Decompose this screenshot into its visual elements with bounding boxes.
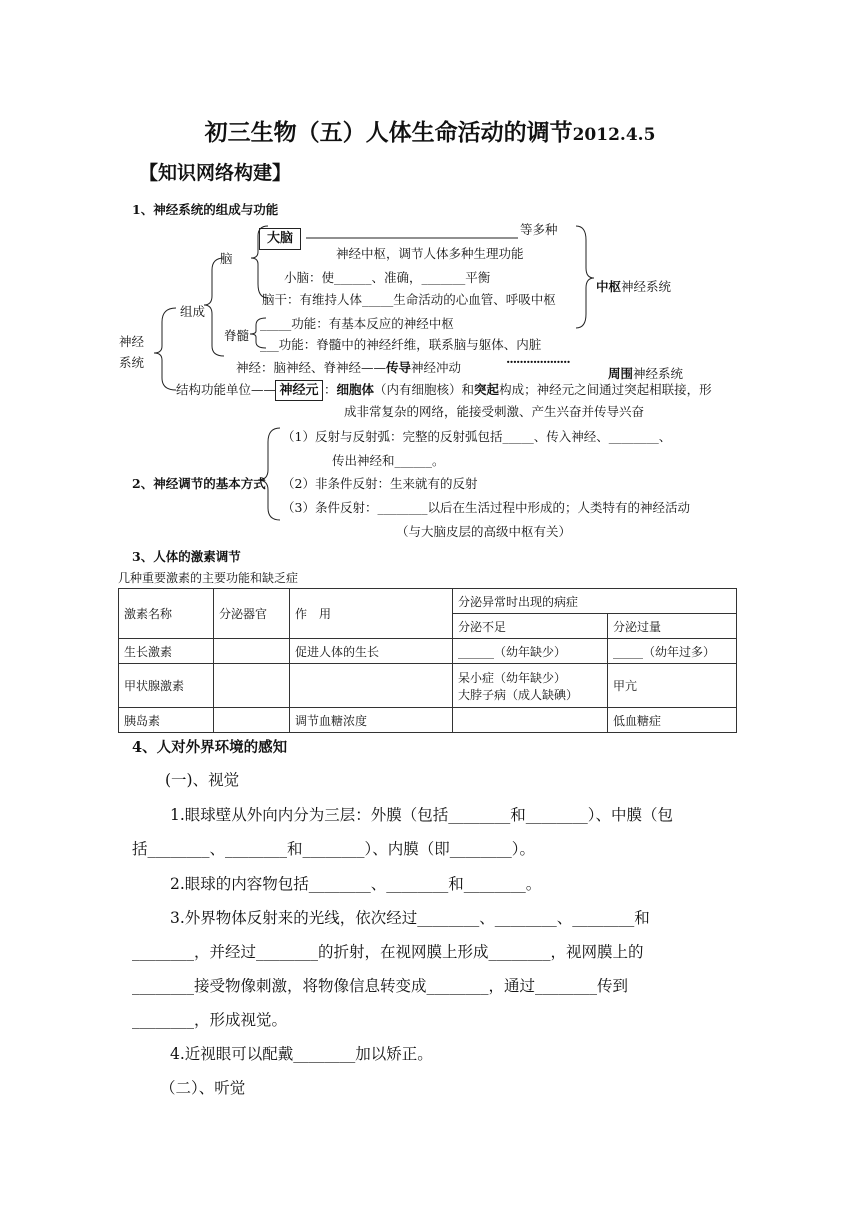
dotted-line: ··················· [506, 354, 570, 369]
cell-excess: 低血糖症 [608, 708, 737, 733]
table-row [119, 708, 737, 733]
s2-item3b: （与大脑皮层的高级中枢有关） [396, 524, 572, 539]
table-header-row [119, 589, 737, 614]
cell-organ [214, 664, 290, 708]
brain-box: 大脑 [259, 228, 301, 250]
cell-func [290, 664, 453, 708]
th-deficit: 分泌不足 [453, 614, 608, 639]
brace-nervous-system [154, 308, 176, 390]
central-tail: 神经系统 [621, 279, 672, 294]
s2-heading: 2、神经调节的基本方式 [132, 476, 266, 491]
cell-name: 甲状腺激素 [119, 664, 214, 708]
cell-func: 促进人体的生长 [290, 639, 453, 664]
zucheng-label: 组成 [180, 304, 206, 319]
section-header: 【知识网络构建】 [139, 162, 292, 184]
title-date: 2012.4.5 [572, 125, 656, 145]
cell-organ [214, 639, 290, 664]
cell-deficit [453, 664, 608, 708]
s2-item1: （1）反射与反射弧：完整的反射弧包括_____、传入神经、________、 [282, 429, 672, 444]
s2-item3: （3）条件反射：________以后在生活过程中形成的；人类特有的神经活动 [282, 500, 690, 515]
s2-item2: （2）非条件反射：生来就有的反射 [282, 476, 478, 491]
brainstem: 脑干：有维持人体_____生命活动的心血管、呼吸中枢 [262, 292, 556, 307]
cell-deficit: ______（幼年缺少） [453, 639, 608, 664]
nerves-b: 传导 [386, 360, 412, 375]
cell-func: 调节血糖浓度 [290, 708, 453, 733]
peripheral-label: 周围 [608, 366, 634, 381]
s3-heading: 3、人体的激素调节 [132, 549, 241, 564]
th-excess: 分泌过量 [608, 614, 737, 639]
s4-p3a: 3.外界物体反射来的光线，依次经过________、________、________和 [170, 909, 650, 927]
central-label: 中枢 [596, 279, 622, 294]
s4-p3c: ________接受物像刺激，将物像信息转变成________，通过________传到 [132, 977, 629, 995]
cell-excess: _____（幼年过多） [608, 639, 737, 664]
unit-line2: 成非常复杂的网络，能接受刺激、产生兴奋并传导兴奋 [344, 404, 645, 419]
brain-line2: 神经中枢，调节人体多种生理功能 [336, 246, 524, 261]
neuron-box: 神经元 [275, 380, 323, 401]
brace-central [576, 226, 594, 328]
s4-p1a: 1.眼球壁从外向内分为三层：外膜（包括________和________）、中膜（包 [170, 806, 674, 824]
table-row [119, 664, 737, 708]
s4-sub1: (一)、视觉 [165, 771, 240, 789]
peripheral-tail: 神经系统 [633, 366, 684, 381]
s4-p3d: ________，形成视觉。 [132, 1011, 288, 1029]
spine-label: 脊髓 [224, 328, 250, 343]
nerves-c: 神经冲动 [411, 360, 462, 375]
s4-p4: 4.近视眼可以配戴________加以矫正。 [170, 1045, 433, 1063]
nervous-system-label-1: 神经 [119, 334, 145, 349]
nerves-a: 神经：脑神经、脊神经—— [236, 360, 387, 375]
s1-heading: 1、神经系统的组成与功能 [132, 202, 279, 217]
cerebellum: 小脑：使______、准确，_______平衡 [284, 270, 491, 285]
unit-c: 细胞体 [336, 382, 375, 397]
unit-b: ： [324, 382, 337, 397]
cell-deficit [453, 708, 608, 733]
cell-organ [214, 708, 290, 733]
s4-sub2: （二）、听觉 [160, 1079, 246, 1097]
cell-excess: 甲亢 [608, 664, 737, 708]
s4-heading: 4、人对外界环境的感知 [132, 739, 288, 756]
cell-deficit-line2: 大脖子病（成人缺碘） [458, 687, 579, 702]
spine-func-1: _____功能：有基本反应的神经中枢 [260, 316, 454, 331]
brain-tail: 等多种 [520, 222, 558, 237]
table-caption: 几种重要激素的主要功能和缺乏症 [118, 571, 299, 585]
cell-name: 胰岛素 [119, 708, 214, 733]
nervous-system-label-2: 系统 [119, 355, 145, 370]
brace-composition [204, 258, 224, 356]
unit-a: 结构功能单位—— [176, 382, 277, 397]
s2-item1b: 传出神经和______。 [332, 453, 445, 468]
th-name: 激素名称 [119, 589, 214, 639]
s4-p1b: 括________、________和________）、内膜（即________）。 [132, 840, 536, 858]
th-organ: 分泌器官 [214, 589, 290, 639]
unit-d: （内有细胞核）和 [374, 382, 475, 397]
th-func: 作 用 [290, 589, 453, 639]
cell-deficit-line1: 呆小症（幼年缺少） [458, 670, 567, 685]
spine-func-2: ___功能：脊髓中的神经纤维，联系脑与躯体、内脏 [260, 337, 542, 352]
hormone-table [118, 588, 737, 733]
th-abnormal: 分泌异常时出现的病症 [453, 589, 737, 614]
s4-p3b: ________，并经过________的折射，在视网膜上形成________，视网膜上的 [132, 943, 644, 961]
title-main: 初三生物（五）人体生命活动的调节 [204, 119, 573, 146]
unit-f: 构成；神经元之间通过突起相联接，形 [499, 382, 712, 397]
table-row [119, 639, 737, 664]
unit-e: 突起 [474, 382, 500, 397]
nao-label: 脑 [220, 251, 233, 266]
cell-name: 生长激素 [119, 639, 214, 664]
s4-p2: 2.眼球的内容物包括________、________和________。 [170, 875, 542, 893]
